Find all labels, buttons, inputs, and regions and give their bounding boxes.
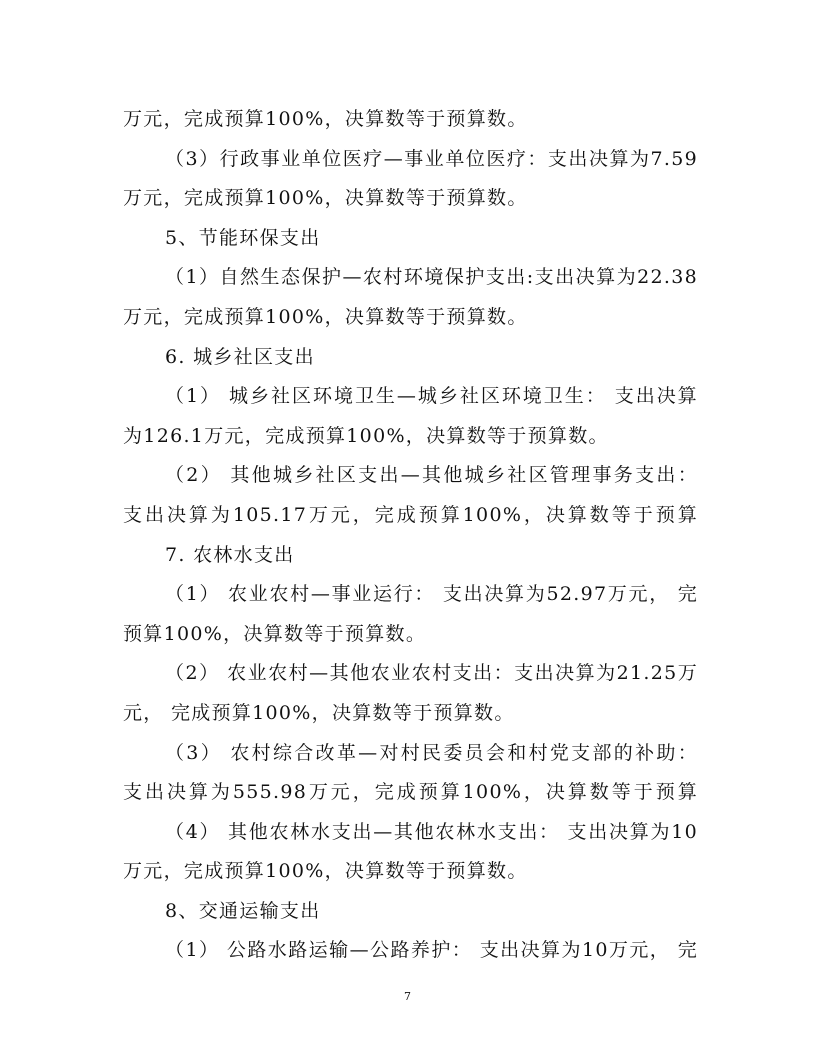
paragraph-line: 万元，完成预算100%，决算数等于预算数。	[123, 860, 528, 883]
paragraph-line: 万元，完成预算100%，决算数等于预算数。	[123, 108, 528, 130]
paragraph-line: （1） 公路水路运输—公路养护： 支出决算为10万元， 完	[165, 939, 698, 962]
body-text	[123, 100, 698, 971]
page-number: 7	[404, 990, 411, 1003]
paragraph-line: 支出决算为105.17万元，完成预算100%，决算数等于预算	[123, 503, 698, 526]
paragraph-line: 元， 完成预算100%，决算数等于预算数。	[123, 701, 515, 724]
paragraph-line: （3） 农村综合改革—对村民委员会和村党支部的补助：	[165, 741, 698, 764]
paragraph-line: （4） 其他农林水支出—其他农林水支出： 支出决算为10	[165, 820, 698, 843]
paragraph-line: （1） 农业农村—事业运行： 支出决算为52.97万元， 完	[165, 583, 698, 606]
section-heading: 8、交通运输支出	[165, 899, 321, 922]
paragraph-line: （2） 农业农村—其他农业农村支出：支出决算为21.25万	[165, 662, 698, 685]
section-heading: 7. 农林水支出	[165, 543, 295, 566]
section-heading: 6. 城乡社区支出	[165, 345, 315, 368]
paragraph-line: （1）自然生态保护—农村环境保护支出:支出决算为22.38	[165, 266, 698, 289]
paragraph-line: 为126.1万元，完成预算100%，决算数等于预算数。	[123, 424, 609, 447]
paragraph-line: 预算100%，决算数等于预算数。	[123, 622, 427, 645]
paragraph-line: （2） 其他城乡社区支出—其他城乡社区管理事务支出：	[165, 464, 698, 487]
paragraph-line: （3）行政事业单位医疗—事业单位医疗：支出决算为7.59	[165, 147, 698, 170]
paragraph-line: 支出决算为555.98万元，完成预算100%，决算数等于预算	[123, 781, 698, 804]
paragraph-line: 万元，完成预算100%，决算数等于预算数。	[123, 305, 528, 328]
section-heading: 5、节能环保支出	[165, 226, 321, 249]
paragraph-line: （1） 城乡社区环境卫生—城乡社区环境卫生： 支出决算	[165, 385, 698, 408]
paragraph-line: 万元，完成预算100%，决算数等于预算数。	[123, 187, 528, 210]
